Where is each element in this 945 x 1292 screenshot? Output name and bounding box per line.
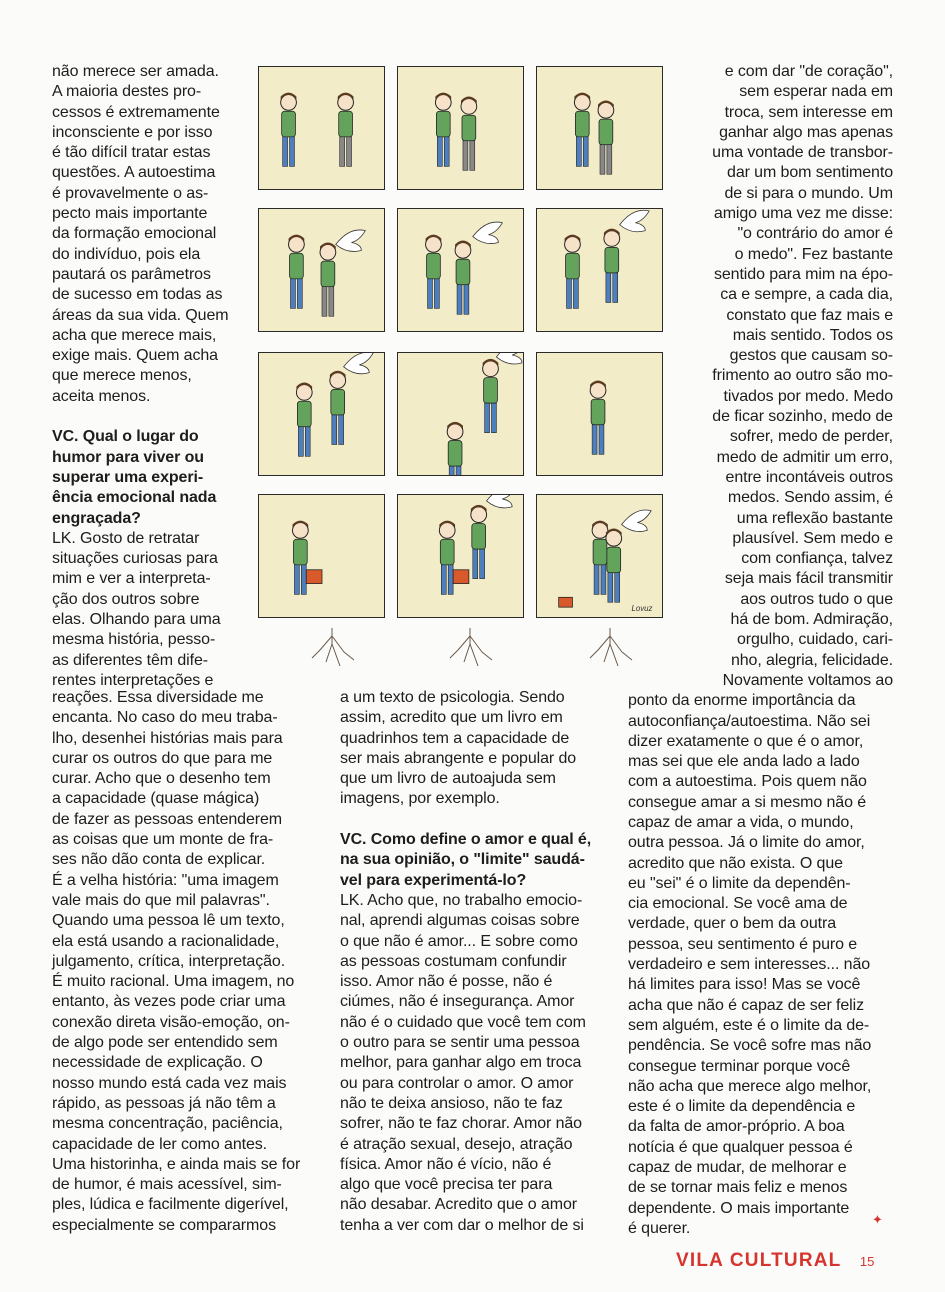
- text-line: Quando uma pessoa lê um texto,: [52, 912, 285, 930]
- comic-panel: [397, 352, 524, 476]
- text-line: elas. Olhando para uma: [52, 611, 221, 629]
- text-line: de sucesso em todas as: [52, 286, 223, 304]
- text-line: ência emocional nada: [52, 489, 217, 507]
- text-line: reações. Essa diversidade me: [52, 689, 264, 706]
- text-line: com confiança, talvez: [741, 550, 893, 568]
- text-line: seja mais fácil transmitir: [724, 570, 893, 588]
- text-line: de algo pode ser entendido sem: [52, 1034, 278, 1052]
- text-line: frimento ao outro são mo-: [712, 367, 893, 385]
- text-line: medos. Sendo assim, é: [727, 489, 893, 507]
- roots-drawing: [580, 628, 640, 675]
- text-line: uma reflexão bastante: [736, 509, 893, 527]
- text-line: acredito que não exista. O que: [628, 854, 843, 872]
- text-line: dizer exatamente o que é o amor,: [628, 732, 864, 750]
- text-line: Uma historinha, e ainda mais se for: [52, 1155, 301, 1173]
- text-line: mais sentido. Todos os: [732, 326, 893, 344]
- comic-panel: [258, 494, 385, 618]
- text-line: ção dos outros sobre: [52, 590, 200, 608]
- text-line: ela está usando a racionalidade,: [52, 932, 280, 950]
- text-line: É muito racional. Uma imagem, no: [52, 973, 295, 991]
- text-line: o medo". Fez bastante: [734, 245, 893, 263]
- text-line: dependente. O mais importante: [628, 1199, 850, 1217]
- text-line: não desabar. Acredito que o amor: [340, 1196, 577, 1214]
- text-line: tenha a ver com dar o melhor de si: [340, 1216, 584, 1234]
- text-line: sentido para mim na épo-: [713, 265, 893, 283]
- text-line: assim, acredito que um livro em: [340, 709, 563, 727]
- text-line: ca e sempre, a cada dia,: [720, 286, 893, 304]
- text-line: necessidade de explicação. O: [52, 1054, 263, 1072]
- text-line: é tão difícil tratar estas: [52, 144, 211, 162]
- text-line: ser mais abrangente e popular do: [340, 749, 577, 767]
- column-2: [340, 688, 615, 1236]
- end-of-article-icon: ✦: [872, 1212, 883, 1227]
- text-line: sem alguém, este é o limite da de-: [628, 1016, 870, 1034]
- text-line: aceita menos.: [52, 387, 151, 405]
- text-line: o que não é amor... E sobre como: [340, 932, 578, 950]
- text-line: consegue amar a si mesmo não é: [628, 793, 867, 811]
- text-line: imagens, por exemplo.: [340, 790, 500, 808]
- text-line: quadrinhos tem a capacidade de: [340, 729, 570, 747]
- text-line: cia emocional. Se você ama de: [628, 895, 848, 913]
- text-line: A maioria destes pro-: [52, 83, 202, 101]
- text-line: LK. Gosto de retratar: [52, 529, 200, 547]
- text-line: há limites para isso! Mas se você: [628, 976, 861, 994]
- text-line: não te deixa ansioso, não te faz: [340, 1094, 563, 1112]
- comic-panel: [397, 66, 524, 190]
- text-line: LK. Acho que, no trabalho emocio-: [340, 891, 583, 909]
- text-line: notícia é que qualquer pessoa é: [628, 1138, 853, 1156]
- text-line: da formação emocional: [52, 225, 217, 243]
- text-line: a um texto de psicologia. Sendo: [340, 689, 565, 706]
- text-line: capacidade de ler como antes.: [52, 1135, 268, 1153]
- text-line: vale mais do que mil palavras".: [52, 891, 270, 909]
- text-line: nal, aprendi algumas coisas sobre: [340, 912, 580, 930]
- comic-panel: [397, 208, 524, 332]
- text-line: ou para controlar o amor. O amor: [340, 1074, 574, 1092]
- comic-panel: [397, 494, 524, 618]
- text-line: ses não dão conta de explicar.: [52, 851, 266, 869]
- text-line: situações curiosas para: [52, 550, 218, 568]
- comic-panel: [258, 66, 385, 190]
- text-line: aos outros tudo o que: [740, 590, 893, 608]
- text-line: orgulho, cuidado, cari-: [736, 631, 893, 649]
- text-line: sofrer, medo de perder,: [729, 428, 893, 446]
- text-line: vel para experimentá-lo?: [340, 871, 527, 889]
- text-line: mim e ver a interpreta-: [52, 570, 211, 588]
- text-line: da falta de amor-próprio. A boa: [628, 1118, 845, 1136]
- text-line: a capacidade (quase mágica): [52, 790, 260, 808]
- text-line: ponto da enorme importância da: [628, 692, 856, 710]
- text-line: melhor, para ganhar algo em troca: [340, 1054, 582, 1072]
- text-line: eu "sei" é o limite da dependên-: [628, 874, 851, 892]
- comic-panel: [536, 494, 663, 618]
- text-line: mesma concentração, paciência,: [52, 1115, 283, 1133]
- magazine-brand: VILA CULTURAL: [676, 1250, 842, 1271]
- text-line: "o contrário do amor é: [737, 225, 893, 243]
- text-line: sofrer, não te faz chorar. Amor não: [340, 1115, 582, 1133]
- text-line: Novamente voltamos ao: [722, 671, 893, 689]
- text-line: dar um bom sentimento: [727, 164, 893, 182]
- text-line: não merece ser amada.: [52, 63, 219, 80]
- text-line: verdade, quer o bem da outra: [628, 915, 837, 933]
- comic-panel: [536, 352, 663, 476]
- text-line: não acha que merece algo melhor,: [628, 1077, 872, 1095]
- text-line: encanta. No caso do meu traba-: [52, 709, 278, 727]
- text-line: acha que merece mais,: [52, 326, 217, 344]
- text-line: isso. Amor não é posse, não é: [340, 973, 553, 991]
- text-line: ples, lúdica e facilmente digerível,: [52, 1196, 289, 1214]
- text-line: [340, 810, 615, 830]
- text-line: uma vontade de transbor-: [712, 144, 893, 162]
- text-line: gestos que causam so-: [729, 347, 893, 365]
- text-line: ciúmes, não é insegurança. Amor: [340, 993, 575, 1011]
- text-line: sem esperar nada em: [739, 83, 893, 101]
- comic-panel: [536, 66, 663, 190]
- text-line: física. Amor não é vício, não é: [340, 1155, 552, 1173]
- text-line: as coisas que um monte de fra-: [52, 831, 274, 849]
- text-line: lho, desenhei histórias mais para: [52, 729, 283, 747]
- text-line: especialmente se compararmos: [52, 1216, 276, 1234]
- text-line: [52, 407, 242, 427]
- text-line: curar. Acho que o desenho tem: [52, 770, 271, 788]
- text-line: e com dar "de coração",: [724, 63, 893, 80]
- text-line: de humor, é mais acessível, sim-: [52, 1176, 282, 1194]
- text-line: exige mais. Quem acha: [52, 347, 218, 365]
- text-line: plausível. Sem medo e: [732, 529, 893, 547]
- text-line: nho, alegria, felicidade.: [730, 651, 893, 669]
- comic-panel: [258, 352, 385, 476]
- text-line: ganhar algo mas apenas: [719, 123, 893, 141]
- roots-drawing: [302, 628, 362, 675]
- text-line: de se tornar mais feliz e menos: [628, 1179, 848, 1197]
- text-line: mesma história, pesso-: [52, 631, 216, 649]
- text-line: amigo uma vez me disse:: [713, 205, 893, 223]
- text-line: tivados por medo. Medo: [723, 387, 893, 405]
- page-number: 15: [859, 1254, 875, 1269]
- text-line: não é o cuidado que você tem com: [340, 1013, 586, 1031]
- text-line: humor para viver ou: [52, 448, 204, 466]
- text-line: que um livro de autoajuda sem: [340, 770, 556, 788]
- text-line: inconsciente e por isso: [52, 123, 213, 141]
- text-line: capaz de mudar, de melhorar e: [628, 1159, 847, 1177]
- text-line: as diferentes têm dife-: [52, 651, 208, 669]
- text-line: outra pessoa. Já o limite do amor,: [628, 834, 865, 852]
- text-line: de fazer as pessoas entenderem: [52, 810, 283, 828]
- text-line: pessoa, seu sentimento é puro e: [628, 935, 858, 953]
- text-line: com a autoestima. Pois quem não: [628, 773, 867, 791]
- column-1-top: [52, 62, 242, 691]
- roots-drawing: [440, 628, 500, 675]
- text-line: rentes interpretações e: [52, 671, 214, 689]
- comic-panel: [536, 208, 663, 332]
- text-line: verdadeiro e sem interesses... não: [628, 956, 871, 974]
- comic-signature: Lovuz: [631, 604, 653, 614]
- text-line: questões. A autoestima: [52, 164, 216, 182]
- text-line: consegue terminar porque você: [628, 1057, 851, 1075]
- column-1-bottom: [52, 688, 322, 1236]
- text-line: é provavelmente o as-: [52, 184, 209, 202]
- text-line: entanto, às vezes pode criar uma: [52, 993, 286, 1011]
- text-line: na sua opinião, o "limite" saudá-: [340, 851, 585, 869]
- text-line: VC. Qual o lugar do: [52, 428, 199, 446]
- text-line: este é o limite da dependência e: [628, 1098, 856, 1116]
- text-line: pautará os parâmetros: [52, 265, 211, 283]
- text-line: mas sei que ele anda lado a lado: [628, 753, 860, 771]
- text-line: do indivíduo, pois ela: [52, 245, 201, 263]
- text-line: constato que faz mais e: [726, 306, 893, 324]
- text-line: medo de admitir um erro,: [716, 448, 893, 466]
- text-line: cessos é extremamente: [52, 103, 220, 121]
- comic-strip: [252, 62, 672, 662]
- text-line: acha que não é capaz de ser feliz: [628, 996, 864, 1014]
- text-line: troca, sem interesse em: [724, 103, 893, 121]
- text-line: entre incontáveis outros: [725, 468, 893, 486]
- text-line: pecto mais importante: [52, 205, 208, 223]
- text-line: É a velha história: "uma imagem: [52, 871, 279, 889]
- text-line: que merece menos,: [52, 367, 192, 385]
- text-line: áreas da sua vida. Quem: [52, 306, 229, 324]
- text-line: algo que você precisa ter para: [340, 1176, 553, 1194]
- text-line: conexão direta visão-emoção, on-: [52, 1013, 290, 1031]
- comic-panel: [258, 208, 385, 332]
- text-line: o outro para se sentir uma pessoa: [340, 1034, 580, 1052]
- text-line: é atração sexual, desejo, atração: [340, 1135, 573, 1153]
- text-line: autoconfiança/autoestima. Não sei: [628, 712, 871, 730]
- text-line: superar uma experi-: [52, 468, 204, 486]
- text-line: nosso mundo está cada vez mais: [52, 1074, 287, 1092]
- text-line: capaz de amar a vida, o mundo,: [628, 813, 854, 831]
- text-line: é querer.: [628, 1219, 691, 1237]
- page-footer: [676, 1250, 874, 1272]
- text-line: de si para o mundo. Um: [724, 184, 893, 202]
- text-line: de ficar sozinho, medo de: [712, 408, 893, 426]
- text-line: as pessoas costumam confundir: [340, 952, 567, 970]
- text-line: pendência. Se você sofre mas não: [628, 1037, 872, 1055]
- text-line: VC. Como define o amor e qual é,: [340, 831, 592, 849]
- text-line: rápido, as pessoas já não têm a: [52, 1094, 276, 1112]
- text-line: engraçada?: [52, 509, 141, 527]
- text-line: há de bom. Admiração,: [730, 611, 893, 629]
- text-line: curar os outros do que para me: [52, 749, 273, 767]
- text-line: julgamento, crítica, interpretação.: [52, 952, 286, 970]
